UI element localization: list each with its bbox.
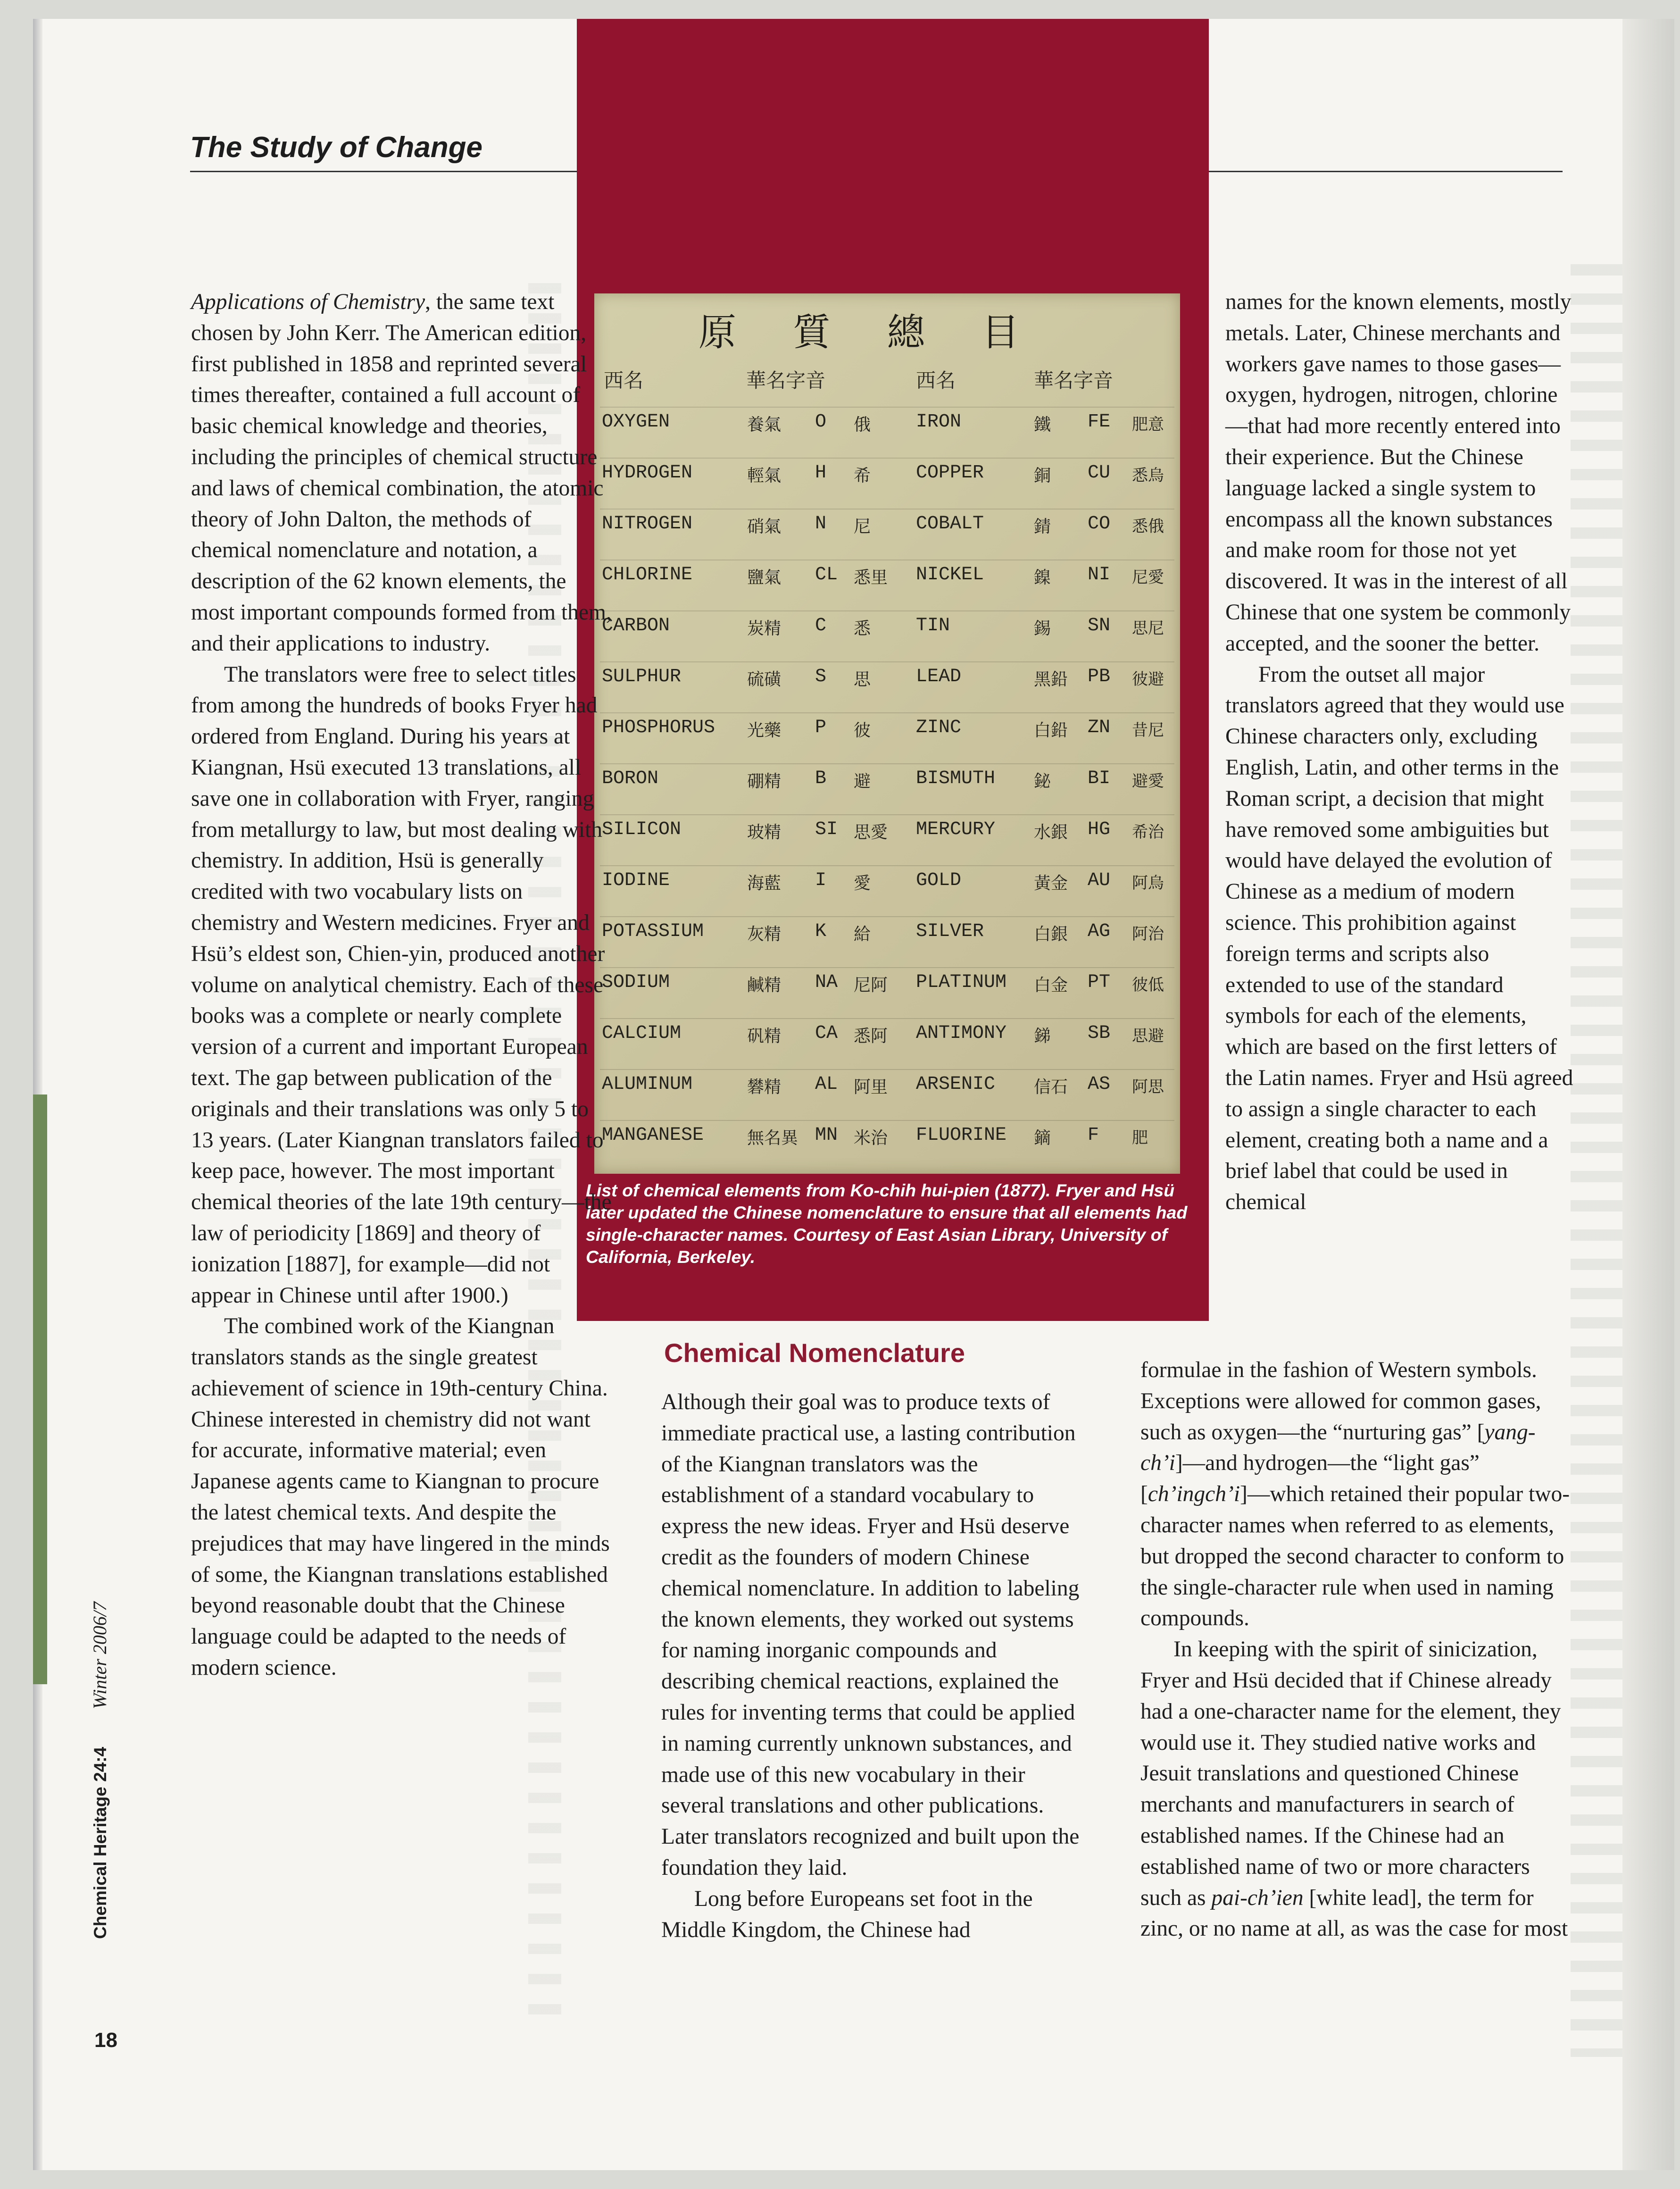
element-sound: 尼愛 [1132,568,1164,587]
text-column-2 [661,1387,1090,1946]
element-name-en: TIN [916,615,950,636]
element-name-en: BISMUTH [916,768,996,789]
element-sound: 思避 [1132,1027,1164,1045]
paragraph: Long before Europeans set foot in the Middle Kingdom, the Chinese had [661,1886,1033,1942]
element-name-en: IODINE [602,870,670,891]
figure-table-title: 原質總目 [699,310,1076,354]
element-sound: 悉阿 [854,1027,888,1046]
element-name-zh: 鏑 [1034,1128,1051,1148]
element-table-row [600,814,1174,844]
element-table-row [600,407,1174,436]
element-symbol: I [815,870,827,891]
element-name-en: PHOSPHORUS [602,717,715,738]
element-symbol: S [815,666,827,687]
element-symbol: F [1088,1125,1099,1146]
element-sound: 避 [854,772,871,791]
element-sound: 阿里 [854,1078,888,1097]
element-sound: 彼避 [1132,670,1164,689]
element-sound: 尼阿 [854,976,888,995]
element-name-zh: 礬精 [747,1078,782,1097]
figure-header-cell: 華名字音 [1034,369,1114,392]
element-name-zh: 錫 [1034,619,1051,638]
element-name-en: CHLORINE [602,564,693,585]
paragraph-text: formulae in the fashion of Western symbols. Exceptions were allowed for common gases, such as oxygen—the “nurturing gas” [ [1140,1358,1541,1445]
element-table-row [600,763,1174,793]
show-through-text [1571,264,1622,2057]
element-name-zh: 輕氣 [747,466,782,485]
element-name-en: POTASSIUM [602,921,704,942]
element-table-row [600,967,1174,996]
element-symbol: PB [1088,666,1111,687]
page-number: 18 [94,2029,117,2052]
element-symbol: SN [1088,615,1111,636]
section-header-title: The Study of Change [190,131,482,164]
element-name-zh: 鹽氣 [747,568,782,587]
figure-header-cell: 西名 [916,369,956,392]
element-sound: 米治 [854,1128,888,1148]
element-symbol: CO [1088,513,1111,535]
element-symbol: SI [815,819,838,840]
element-table-row [600,865,1174,894]
paragraph [1140,1634,1573,1945]
element-table-row [600,458,1174,487]
element-name-zh: 白鉛 [1034,721,1068,740]
element-symbol: AS [1088,1074,1111,1095]
element-symbol: O [815,411,827,433]
element-symbol: AU [1088,870,1111,891]
element-name-en: COPPER [916,462,984,484]
element-sound: 悉里 [854,568,888,587]
element-name-zh: 硝氣 [747,517,782,536]
element-name-zh: 灰精 [747,925,782,944]
element-sound: 肥意 [1132,415,1164,434]
figure-header-cell: 西名 [604,369,644,392]
element-name-en: CARBON [602,615,670,636]
section-heading: Chemical Nomenclature [664,1338,965,1368]
journal-name: Chemical Heritage 24:4 [91,1746,110,1939]
element-name-en: COBALT [916,513,984,535]
element-symbol: K [815,921,827,942]
element-name-en: CALCIUM [602,1023,682,1044]
figure-caption: List of chemical elements from Ko-chih hui-pien (1877). Fryer and Hsü later updated the Chinese nomenclature to ensure that all elements had single-character names. Courtesy of East Asian Library, University of California, Berkeley. [586,1180,1188,1267]
element-sound: 俄 [854,415,871,434]
element-name-en: FLUORINE [916,1125,1007,1146]
element-table-row [600,610,1174,640]
element-name-zh: 光藥 [747,721,782,740]
element-sound: 彼 [854,721,871,740]
element-name-en: GOLD [916,870,962,891]
element-sound: 給 [854,925,871,944]
element-table-row [600,1069,1174,1098]
element-name-zh: 銻 [1034,1027,1051,1046]
element-name-zh: 鹹精 [747,976,782,995]
element-sound: 希治 [1132,823,1164,842]
element-sound: 悉 [854,619,871,638]
element-symbol: AG [1088,921,1111,942]
element-symbol: N [815,513,827,535]
running-footer-vertical [89,1602,111,1939]
element-symbol: HG [1088,819,1111,840]
element-name-en: SULPHUR [602,666,682,687]
element-name-en: IRON [916,411,962,433]
paragraph: names for the known elements, mostly metals. Later, Chinese merchants and workers gave names to those gases—oxygen, hydrogen, nitrogen, chlorine—that had more recently entered into their experience. But the Chinese language lacked a single system to encompass all the known substances and make room for those not yet discovered. It was in the interest of all Chinese that one system be commonly accepted, and the sooner the better. [1225,290,1572,656]
paragraph-text: [white lead], the term for zinc, or no name at all, as was the case for most [1140,1885,1568,1941]
element-name-zh: 黑鉛 [1034,670,1068,689]
element-name-zh: 水銀 [1034,823,1068,842]
element-symbol: CU [1088,462,1111,484]
element-name-zh: 無名異 [747,1128,798,1148]
element-name-zh: 海藍 [747,874,782,893]
element-symbol: AL [815,1074,838,1095]
element-name-en: NICKEL [916,564,984,585]
issue-date: Winter 2006/7 [89,1602,110,1709]
element-table-row [600,916,1174,945]
element-name-en: SILICON [602,819,682,840]
paragraph-text: , the same text chosen by John Kerr. The American edition, first published in 1858 and reprinted several times thereafter, contained a full account of basic chemical knowledge and theories, including the principles of chemical structure and laws of chemical combination, the atomic theory of John Dalton, the methods of chemical nomenclature and notation, a description of the 62 known elements, the most important compounds formed from them, and their applications to industry. [191,290,612,656]
element-symbol: P [815,717,827,738]
element-name-en: ALUMINUM [602,1074,693,1095]
element-symbol: NA [815,972,838,993]
element-symbol: BI [1088,768,1111,789]
text-column-1 [191,287,613,1684]
element-name-en: BORON [602,768,659,789]
element-name-en: NITROGEN [602,513,693,535]
paragraph-text: ]—and hydrogen—the “light gas” [ [1140,1451,1480,1507]
element-sound: 阿治 [1132,925,1164,944]
paragraph: From the outset all major translators agreed that they would use Chinese characters only, excluding English, Latin, and other terms in the Roman script, a decision that might have removed some ambiguities but would have delayed the evolution of Chinese as a medium of modern science. This prohibition against foreign terms and scripts also extended to use of the standard symbols for each of the elements, which are based on the first letters of the Latin names. Fryer and Hsü agreed to assign a single character to each element, creating both a name and a brief label that could be used in chemical [1225,662,1573,1215]
paragraph: The combined work of the Kiangnan translators stands as the single greatest achievement of science in 19th-century China. Chinese interested in chemistry did not want for accurate, informative material; even Japanese agents came to Kiangnan to procure the latest chemical texts. And despite the prejudices that may have lingered in the minds of some, the Kiangnan translations established beyond reasonable doubt that the Chinese language could be adapted to the needs of modern science. [191,1314,610,1680]
romanized-term: yang-ch’i [1140,1420,1536,1476]
element-sound: 阿烏 [1132,874,1164,893]
element-name-zh: 養氣 [747,415,782,434]
element-table-row [600,509,1174,538]
element-table-row [600,1018,1174,1047]
element-name-en: ANTIMONY [916,1023,1007,1044]
romanized-term: ch’ingch’i [1148,1482,1240,1507]
element-name-en: SILVER [916,921,984,942]
element-sound: 尼 [854,517,871,536]
element-sound: 希 [854,466,871,485]
book-title: Applications of Chemistry [191,290,425,314]
element-symbol: FE [1088,411,1111,433]
paragraph [191,287,613,660]
element-sound: 悉俄 [1132,517,1164,536]
element-name-en: HYDROGEN [602,462,693,484]
romanized-term: pai-ch’ien [1211,1885,1304,1910]
element-sound: 思愛 [854,823,888,842]
element-sound: 愛 [854,874,871,893]
element-name-zh: 白金 [1034,976,1068,995]
figure-header-cell: 華名字音 [746,369,826,392]
element-name-zh: 鎳 [1034,568,1051,587]
paragraph: Although their goal was to produce texts of immediate practical use, a lasting contribution of the Kiangnan translators was the establishment of a standard vocabulary to express the new ideas. Fryer and Hsü deserve credit as the founders of modern Chinese chemical nomenclature. In addition to labeling the known elements, they worked out systems for naming inorganic compounds and describing chemical reactions, explained the rules for inventing terms that could be applied in naming currently unknown substances, and made use of this new vocabulary in their several translations and other publications. Later translators recognized and built upon the foundation they laid. [661,1390,1080,1880]
text-column-3-top [1225,287,1573,1218]
element-symbol: SB [1088,1023,1111,1044]
binding-color-strip [33,1094,47,1684]
element-name-en: LEAD [916,666,962,687]
element-name-zh: 信石 [1034,1078,1068,1097]
element-name-en: ZINC [916,717,962,738]
element-sound: 悉烏 [1132,466,1164,485]
element-name-zh: 鉍 [1034,772,1051,791]
element-name-en: SODIUM [602,972,670,993]
element-symbol: NI [1088,564,1111,585]
element-table-row [600,1120,1174,1149]
element-name-en: MERCURY [916,819,996,840]
element-name-zh: 鐵 [1034,415,1051,434]
element-sound: 阿思 [1132,1078,1164,1096]
element-name-zh: 銅 [1034,466,1051,485]
element-name-zh: 硫磺 [747,670,782,689]
paragraph-text: In keeping with the spirit of sinicization, Fryer and Hsü decided that if Chinese already had a one-character name for the element, they would use it. They studied native works and Jesuit translations and questioned Chinese merchants and manufacturers in search of established names. If the Chinese had an established name of two or more characters such as [1140,1637,1561,1910]
element-name-en: ARSENIC [916,1074,996,1095]
element-symbol: C [815,615,827,636]
text-column-3-bottom [1140,1355,1573,1945]
element-sound: 肥 [1132,1128,1148,1147]
element-sound: 昔尼 [1132,721,1164,740]
element-name-en: MANGANESE [602,1125,704,1146]
element-sound: 思 [854,670,871,689]
element-table-row [600,712,1174,742]
element-symbol: ZN [1088,717,1111,738]
paragraph-text: ]—which retained their popular two-character names when referred to as elements, but dropped the second character to conform to the single-character rule when used in naming compounds. [1140,1482,1570,1631]
element-symbol: MN [815,1125,838,1146]
element-symbol: CA [815,1023,838,1044]
element-name-zh: 矾精 [747,1027,782,1046]
element-sound: 思尼 [1132,619,1164,638]
element-table-row [600,560,1174,589]
element-list-photo [594,293,1180,1174]
element-name-en: OXYGEN [602,411,670,433]
element-sound: 避愛 [1132,772,1164,791]
paragraph [1140,1355,1573,1634]
element-symbol: H [815,462,827,484]
element-table-row [600,661,1174,691]
element-name-en: PLATINUM [916,972,1007,993]
element-symbol: PT [1088,972,1111,993]
element-name-zh: 玻精 [747,823,782,842]
element-sound: 彼低 [1132,976,1164,994]
element-name-zh: 黃金 [1034,874,1068,893]
next-page-edge [1622,19,1674,2170]
element-name-zh: 白銀 [1034,925,1068,944]
paragraph: The translators were free to select titles from among the hundreds of books Fryer had ordered from England. During his years at Kiangnan, Hsü executed 13 translations, all save one in collaboration with Fryer, ranging from metallurgy to law, but most dealing with chemistry. In addition, Hsü is generally credited with two vocabulary lists on chemistry and Western medicines. Fryer and Hsü’s eldest son, Chien-yin, produced another volume on analytical chemistry. Each of these books was a complete or nearly complete version of a current and important European text. The gap between publication of the originals and their translations was only 5 to 13 years. (Later Kiangnan translators failed to keep pace, however. The most important chemical theories of the late 19th century—the law of periodicity [1869] and theory of ionization [1887], for example—did not appear in Chinese until after 1900.) [191,662,612,1308]
element-symbol: CL [815,564,838,585]
element-symbol: B [815,768,827,789]
element-name-zh: 炭精 [747,619,782,638]
element-name-zh: 錆 [1034,517,1051,536]
element-name-zh: 硼精 [747,772,782,791]
